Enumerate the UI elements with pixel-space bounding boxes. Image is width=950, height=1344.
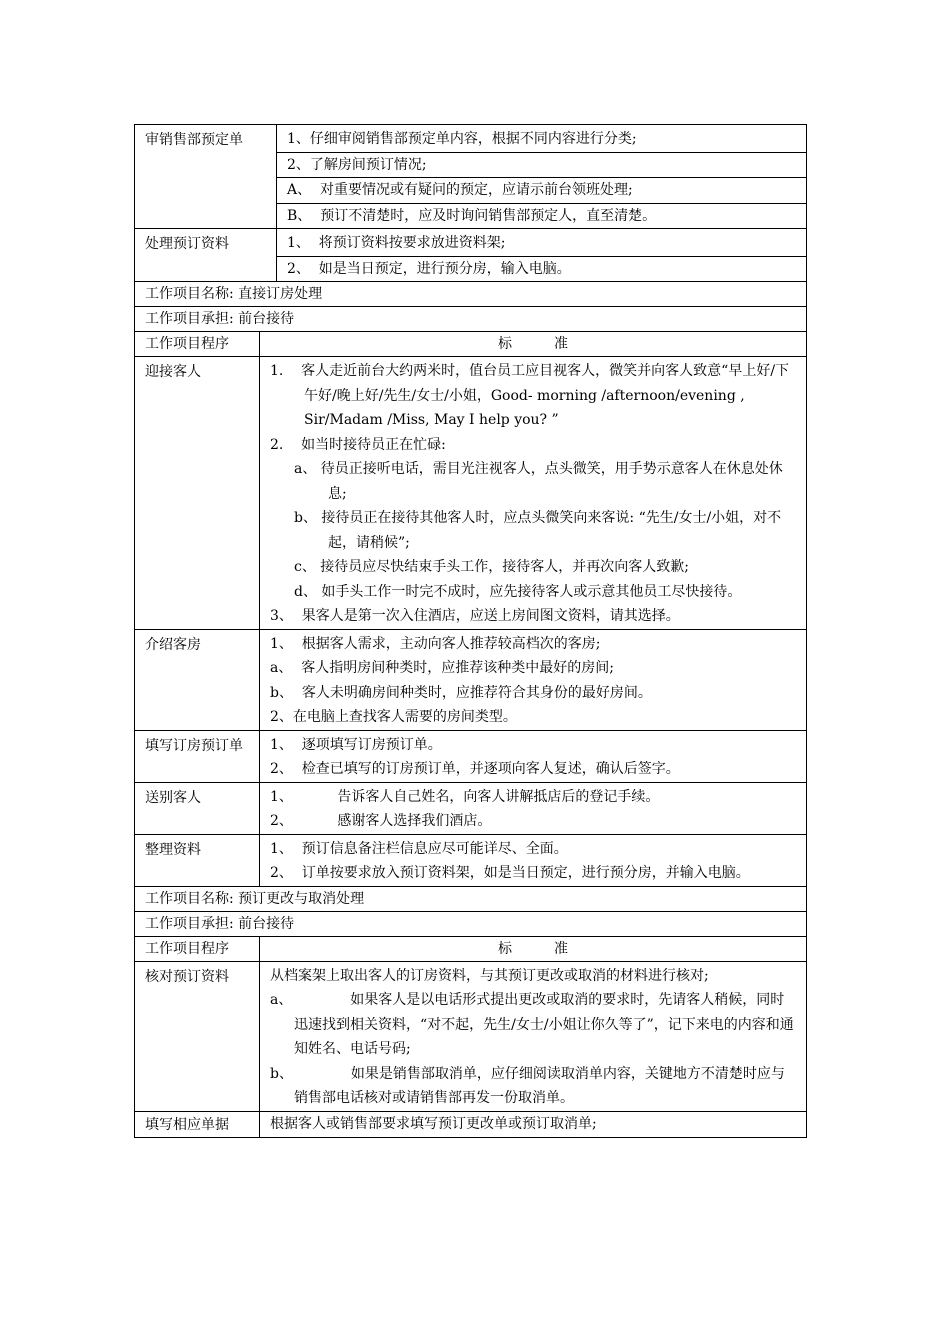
table-row <box>135 730 807 782</box>
table-row <box>135 229 807 282</box>
table-direct-booking <box>134 281 807 1138</box>
procedure-label: 迎接客人 <box>135 357 260 630</box>
standard-line: 2. 如当时接待员正在忙碌: <box>270 436 446 453</box>
table-row <box>135 282 807 307</box>
standard-line: 1、 根据客人需求，主动向客人推荐较高档次的客房; <box>270 635 601 652</box>
standard-line: 2、了解房间预订情况; <box>277 152 806 178</box>
standard-line: b、 接待员正在接待其他客人时，应点头微笑向来客说: “先生/女士/小姐，对不起，请稍候”; <box>294 510 782 551</box>
standard-line: c、 接待员应尽快结束手头工作，接待客人，并再次向客人致歉; <box>294 559 690 575</box>
work-item-owner: 工作项目承担: 前台接待 <box>135 307 807 332</box>
standard-cell <box>260 1111 807 1137</box>
table-row <box>135 357 807 630</box>
column-header-procedure: 工作项目程序 <box>135 332 260 357</box>
standard-line: 根据客人或销售部要求填写预订更改单或预订取消单; <box>270 1115 597 1132</box>
column-header-standard: 标 准 <box>260 332 807 357</box>
standard-line: a、 如果客人是以电话形式提出更改或取消的要求时，先请客人稍候，同时迅速找到相关资料，“对不起，先生/女士/小姐让你久等了”，记下来电的内容和通知姓名、电话号码; <box>270 992 794 1057</box>
standard-line: A、 对重要情况或有疑问的预定，应请示前台领班处理; <box>277 177 806 203</box>
standard-cell <box>260 961 807 1111</box>
standard-line: B、 预订不清楚时，应及时询问销售部预定人，直至清楚。 <box>277 203 806 229</box>
standard-cell <box>277 229 807 282</box>
table-row <box>135 1111 807 1137</box>
table-row <box>135 125 807 229</box>
standard-cell <box>260 782 807 834</box>
standard-line: 2、在电脑上查找客人需要的房间类型。 <box>270 709 517 725</box>
table-continuation <box>134 124 807 282</box>
standard-line: 2、 感谢客人选择我们酒店。 <box>270 813 492 829</box>
standard-line: 从档案架上取出客人的订房资料，与其预订更改或取消的材料进行核对; <box>270 967 709 984</box>
table-row <box>135 911 807 936</box>
standard-line: d、 如手头工作一时完不成时，应先接待客人或示意其他员工尽快接待。 <box>294 583 742 600</box>
document-page <box>134 124 806 1138</box>
table-row <box>135 834 807 886</box>
standard-line: b、 客人未明确房间种类时，应推荐符合其身份的最好房间。 <box>270 684 652 701</box>
column-header-standard: 标 准 <box>260 936 807 961</box>
procedure-label: 送别客人 <box>135 782 260 834</box>
table-header-row <box>135 332 807 357</box>
standard-line: 1、 逐项填写订房预订单。 <box>270 736 442 753</box>
standard-cell <box>260 357 807 630</box>
standard-cell <box>277 125 807 229</box>
standard-line: 1. 客人走近前台大约两米时，值台员工应目视客人，微笑并向客人致意“早上好/下午好/晚上好/先生/女士/小姐，Good- morning /afternoon/evening , Sir/Madam /Miss, May I help you? ” <box>270 363 790 428</box>
standard-line: 1、仔细审阅销售部预定单内容，根据不同内容进行分类; <box>287 131 637 147</box>
column-header-procedure: 工作项目程序 <box>135 936 260 961</box>
procedure-label: 整理资料 <box>135 834 260 886</box>
table-row <box>135 961 807 1111</box>
standard-line: 2、 检查已填写的订房预订单，并逐项向客人复述，确认后签字。 <box>270 761 680 777</box>
work-item-name: 工作项目名称: 直接订房处理 <box>135 282 807 307</box>
procedure-label: 介绍客房 <box>135 629 260 730</box>
standard-line: 1、 将预订资料按要求放进资料架; <box>287 235 506 251</box>
standard-line: 2、 订单按要求放入预订资料架，如是当日预定，进行预分房，并输入电脑。 <box>270 865 750 881</box>
table-row <box>135 886 807 911</box>
standard-line: 1、 告诉客人自己姓名，向客人讲解抵店后的登记手续。 <box>270 788 660 805</box>
standard-line: 3、 果客人是第一次入住酒店，应送上房间图文资料，请其选择。 <box>270 608 680 624</box>
table-row <box>135 782 807 834</box>
table-row <box>135 629 807 730</box>
procedure-label: 填写相应单据 <box>135 1111 260 1137</box>
table-row <box>135 307 807 332</box>
standard-cell <box>260 730 807 782</box>
procedure-label: 核对预订资料 <box>135 961 260 1111</box>
procedure-label: 处理预订资料 <box>135 229 277 282</box>
work-item-owner: 工作项目承担: 前台接待 <box>135 911 807 936</box>
standard-line: 2、 如是当日预定，进行预分房，输入电脑。 <box>277 256 806 282</box>
standard-line: a、 客人指明房间种类时，应推荐该种类中最好的房间; <box>270 660 614 676</box>
procedure-label: 审销售部预定单 <box>135 125 277 229</box>
standard-cell <box>260 834 807 886</box>
standard-line: b、 如果是销售部取消单，应仔细阅读取消单内容，关键地方不清楚时应与销售部电话核对或请销售部再发一份取消单。 <box>270 1065 785 1106</box>
procedure-label: 填写订房预订单 <box>135 730 260 782</box>
standard-cell <box>260 629 807 730</box>
standard-line: a、 待员正接听电话，需目光注视客人，点头微笑，用手势示意客人在休息处休息; <box>294 461 783 502</box>
work-item-name: 工作项目名称: 预订更改与取消处理 <box>135 886 807 911</box>
table-header-row <box>135 936 807 961</box>
standard-line: 1、 预订信息备注栏信息应尽可能详尽、全面。 <box>270 840 568 857</box>
